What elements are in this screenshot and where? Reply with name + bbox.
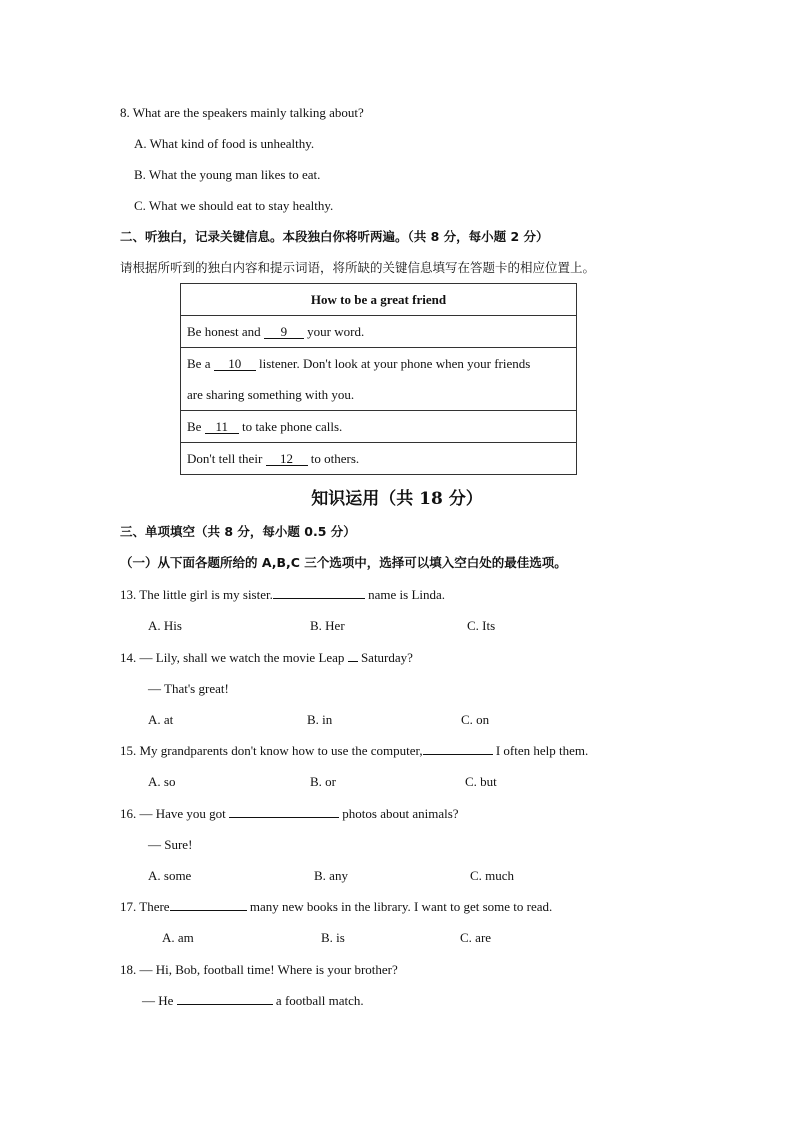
q15-question (120, 743, 588, 759)
q15-blank[interactable] (423, 754, 493, 755)
q16-pre: 16. — Have you got (120, 806, 226, 821)
q16-option-c[interactable]: C. much (470, 868, 515, 883)
q15-option-a[interactable]: A. so (148, 774, 176, 789)
q17-option-c[interactable]: C. are (460, 930, 492, 945)
q8-option-c: C. What we should eat to stay healthy. (134, 198, 334, 213)
q17-pre: 17. There (120, 899, 170, 914)
part2-heading: 二、听独白，记录关键信息。本段独白你将听两遍。（共 8 分，每小题 2 分） (120, 229, 549, 244)
q13-blank[interactable] (273, 598, 365, 599)
q8-option-b: B. What the young man likes to eat. (134, 167, 321, 182)
q16-blank[interactable] (229, 817, 339, 818)
q13-post: name is Linda. (368, 587, 446, 602)
q15-pre: 15. My grandparents don't know how to use the computer, (120, 743, 423, 758)
table-row-9 (181, 316, 577, 348)
q8-question: 8. What are the speakers mainly talking about? (120, 105, 364, 120)
row10-pre: Be a (187, 356, 211, 371)
row11-post: to take phone calls. (241, 419, 343, 434)
row10-post: listener. Don't look at your phone when your friends (258, 356, 531, 371)
part2-instruction: 请根据所听到的独白内容和提示词语，将所缺的关键信息填写在答题卡的相应位置上。 (120, 260, 596, 275)
q18-post: a football match. (275, 993, 364, 1008)
row10-line2: are sharing something with you. (187, 387, 355, 402)
q16-reply: — Sure! (148, 837, 193, 852)
row9-post: your word. (307, 324, 365, 339)
section-title: 知识运用（共 18 分） (311, 489, 483, 509)
row9-pre: Be honest and (187, 324, 261, 339)
q17-post: many new books in the library. I want to get some to read. (249, 899, 553, 914)
part3-subheading: （一）从下面各题所给的 A,B,C 三个选项中，选择可以填入空白处的最佳选项。 (120, 555, 567, 570)
table-row-11 (181, 411, 577, 443)
q16-question (120, 806, 459, 822)
row11-pre: Be (187, 419, 202, 434)
q18-pre: — He (142, 993, 174, 1008)
q14-option-b[interactable]: B. in (307, 712, 333, 727)
q16-option-a[interactable]: A. some (148, 868, 192, 883)
blank-9[interactable]: 9 (264, 325, 304, 339)
blank-10[interactable]: 10 (214, 357, 256, 371)
table-row-12 (181, 443, 577, 475)
q16-post: photos about animals? (342, 806, 459, 821)
q14-line1-post: Saturday? (360, 650, 413, 665)
q14-option-c[interactable]: C. on (461, 712, 490, 727)
q17-blank[interactable] (170, 910, 247, 911)
row12-post: to others. (310, 451, 360, 466)
q15-post: I often help them. (495, 743, 589, 758)
q17-question (120, 899, 552, 915)
q13-option-a[interactable]: A. His (148, 618, 182, 633)
table-title: How to be a great friend (181, 284, 577, 316)
q8-option-a: A. What kind of food is unhealthy. (134, 136, 315, 151)
blank-12[interactable]: 12 (266, 452, 308, 466)
q14-line1: 14. — Lily, shall we watch the movie Leap (120, 650, 345, 665)
q13-question (120, 587, 445, 603)
blank-11[interactable]: 11 (205, 420, 239, 434)
q15-option-c[interactable]: C. but (465, 774, 497, 789)
q18-reply (142, 993, 364, 1009)
q17-option-a[interactable]: A. am (162, 930, 194, 945)
row12-pre: Don't tell their (187, 451, 263, 466)
q14-question (120, 650, 413, 666)
table-row-10 (181, 348, 577, 411)
q14-reply: — That's great! (148, 681, 229, 696)
friend-table (180, 283, 577, 475)
part3-heading: 三、单项填空（共 8 分，每小题 0.5 分） (120, 524, 356, 539)
q13-pre: 13. The little girl is my sister. (120, 587, 273, 602)
q14-option-a[interactable]: A. at (148, 712, 174, 727)
q16-option-b[interactable]: B. any (314, 868, 348, 883)
q14-blank[interactable] (348, 661, 358, 662)
q13-option-c[interactable]: C. Its (467, 618, 496, 633)
q17-option-b[interactable]: B. is (321, 930, 345, 945)
q13-option-b[interactable]: B. Her (310, 618, 345, 633)
q15-option-b[interactable]: B. or (310, 774, 336, 789)
q18-question: 18. — Hi, Bob, football time! Where is your brother? (120, 962, 398, 977)
q18-blank[interactable] (177, 1004, 273, 1005)
